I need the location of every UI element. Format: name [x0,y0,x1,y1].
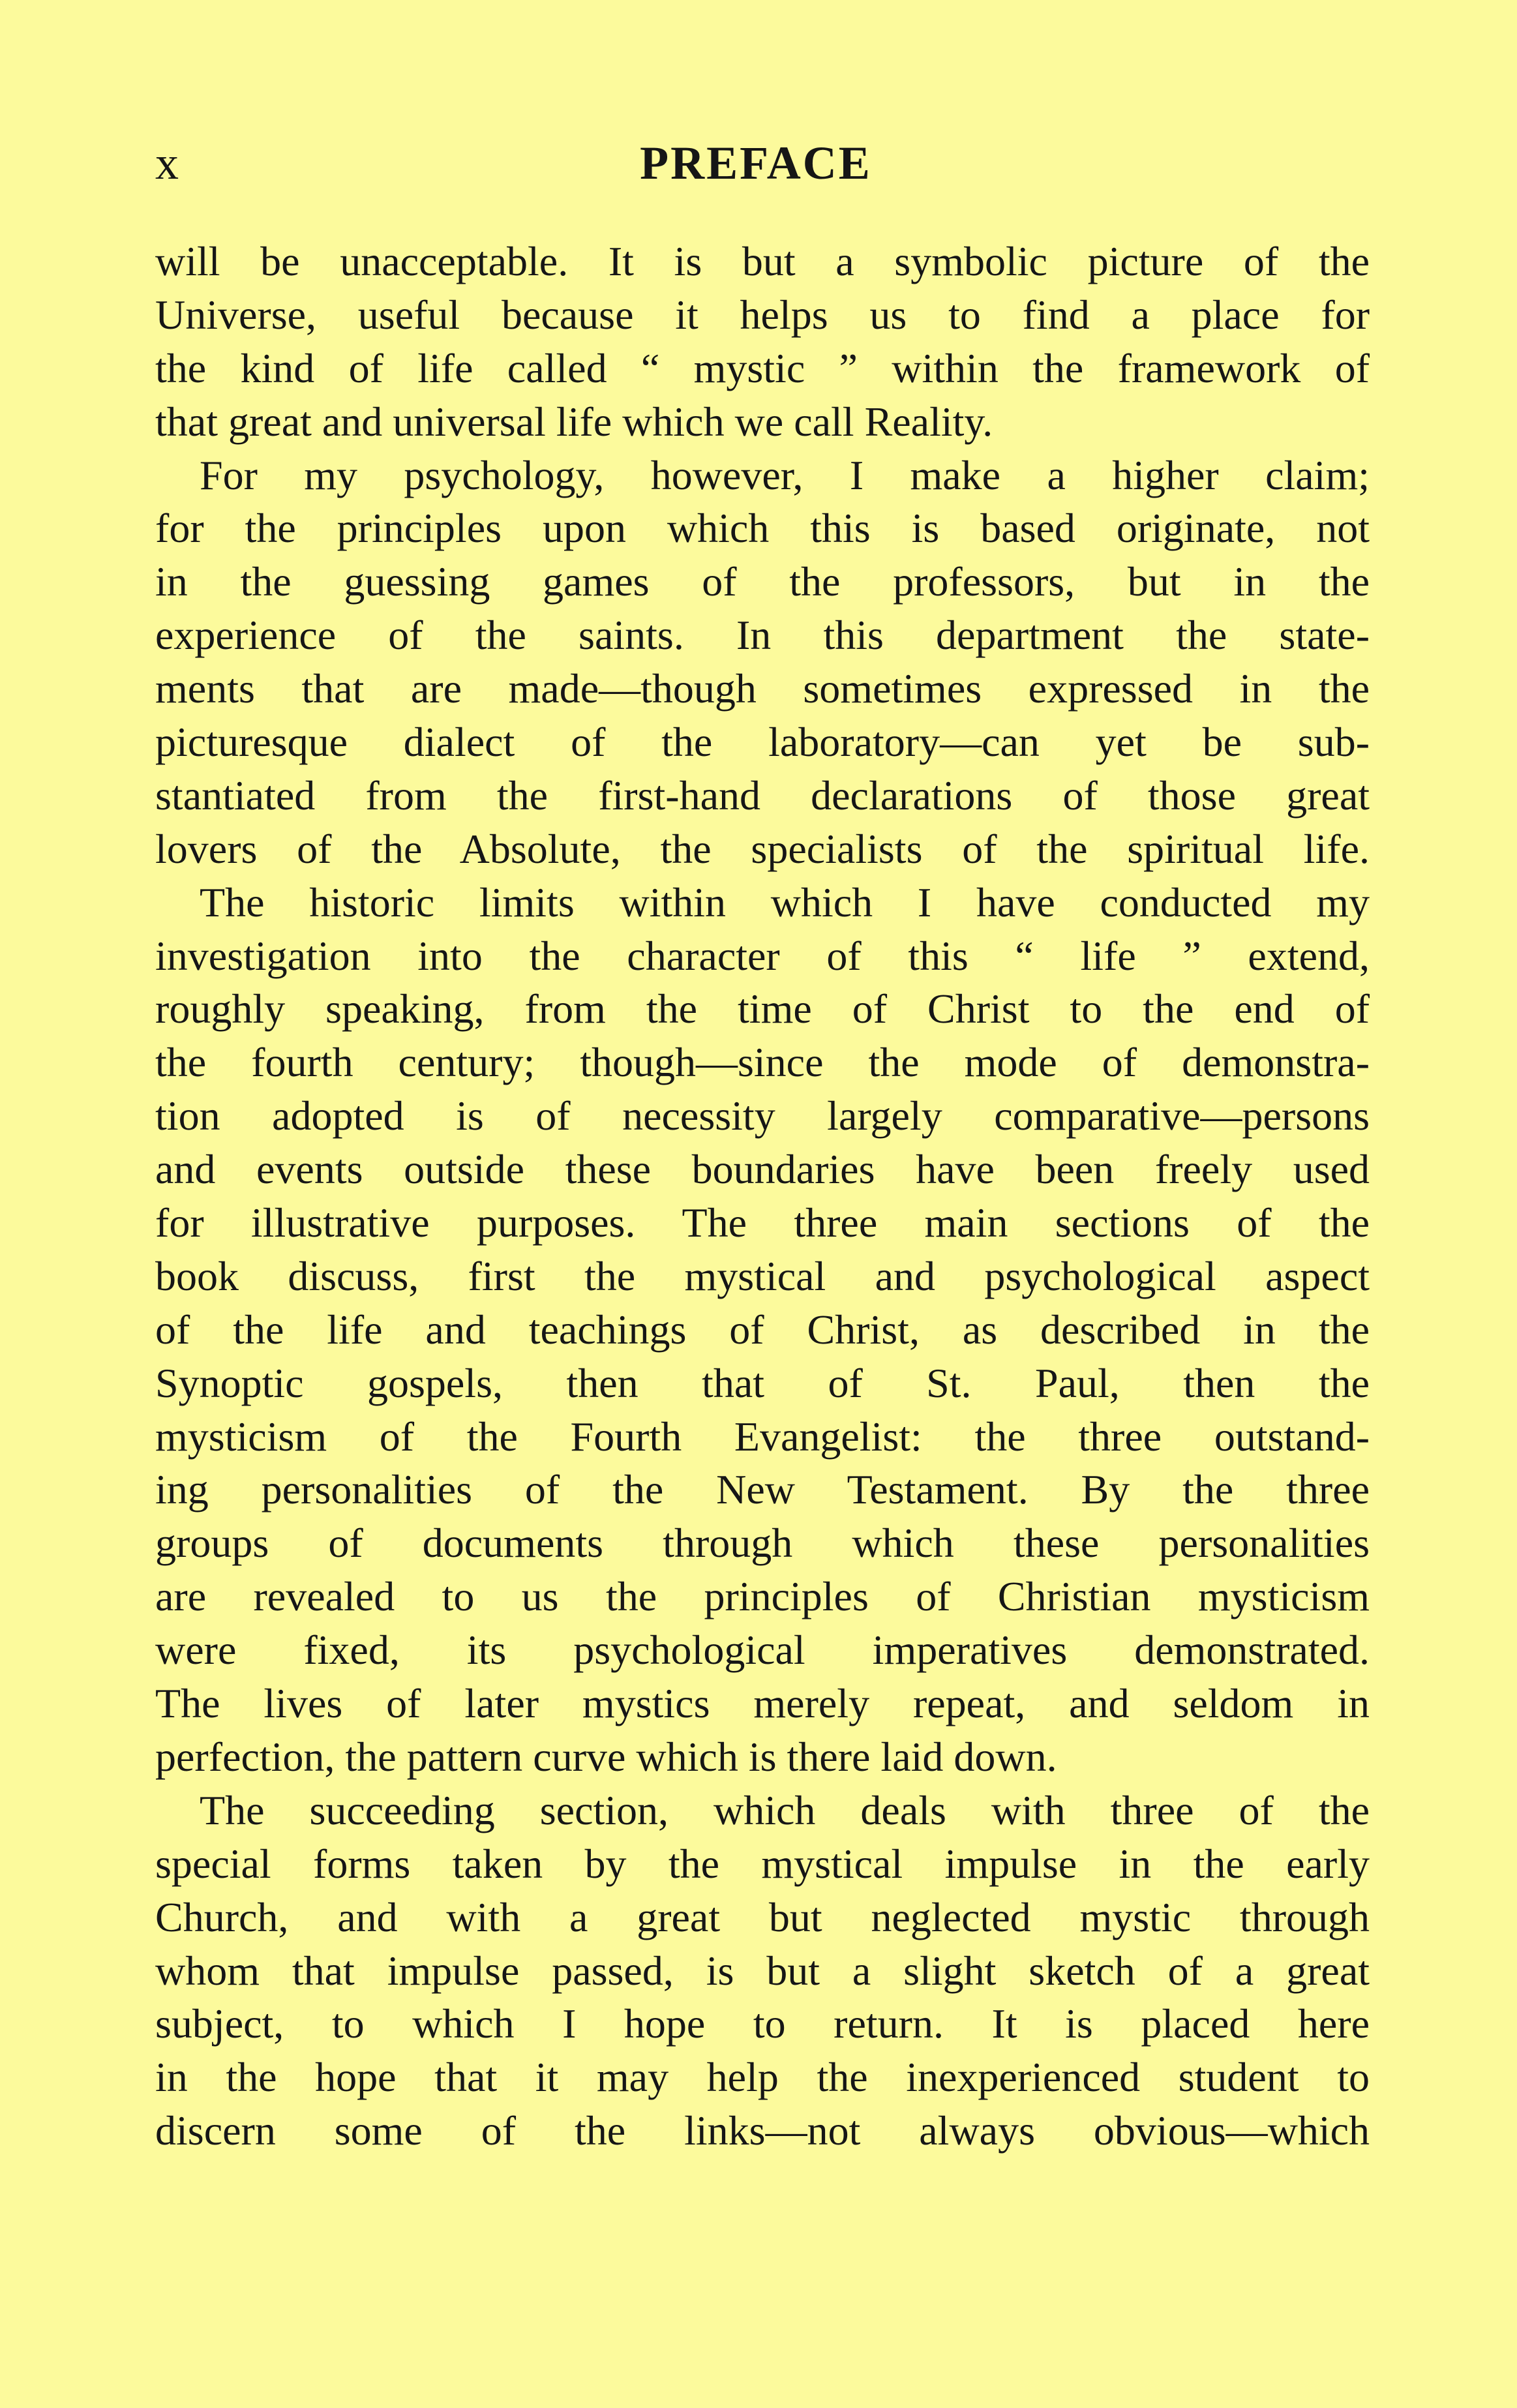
text-line: experience of the saints. In this department the state- [155,612,1370,659]
text-line: the kind of life called “ mystic ” within the framework of [155,344,1370,391]
text-line: ing personalities of the New Testament. By the three [155,1466,1370,1513]
text-line: investigation into the character of this “ life ” extend, [155,932,1370,979]
text-line: special forms taken by the mystical impulse in the early [155,1840,1370,1887]
text-line: Church, and with a great but neglected mystic through [155,1893,1370,1940]
text-line: the fourth century; though—since the mode of demonstra- [155,1039,1370,1086]
text-line: were fixed, its psychological imperatives demonstrated. [155,1627,1370,1674]
text-line: ments that are made—though sometimes expressed in the [155,665,1370,712]
text-line: are revealed to us the principles of Christian mysticism [155,1573,1370,1620]
page-header [155,134,1357,192]
text-line: for the principles upon which this is based originate, not [155,505,1370,552]
text-line: will be unacceptable. It is but a symbolic picture of the [155,238,1370,284]
text-line: subject, to which I hope to return. It is placed here [155,2000,1370,2047]
text-line: book discuss, first the mystical and psychological aspect [155,1252,1370,1299]
text-line: The lives of later mystics merely repeat, and seldom in [155,1680,1370,1727]
text-line: picturesque dialect of the laboratory—can yet be sub- [155,719,1370,766]
paragraph-start-line: For my psychology, however, I make a higher claim; [200,451,1370,498]
text-line: of the life and teachings of Christ, as described in the [155,1306,1370,1353]
text-line: whom that impulse passed, is but a slight sketch of a great [155,1947,1370,1994]
text-line: lovers of the Absolute, the specialists of the spiritual life. [155,825,1370,872]
running-title: PREFACE [640,137,872,189]
text-line: in the guessing games of the professors, but in the [155,558,1370,605]
text-line: that great and universal life which we call Reality. [155,398,993,445]
text-line: for illustrative purposes. The three main sections of the [155,1199,1370,1246]
text-line: roughly speaking, from the time of Christ to the end of [155,986,1370,1032]
text-line: tion adopted is of necessity largely comparative—persons [155,1092,1370,1139]
text-line: Synoptic gospels, then that of St. Paul, then the [155,1359,1370,1406]
text-line: perfection, the pattern curve which is there laid down. [155,1733,1057,1780]
body-text [155,235,1370,2158]
text-line: Universe, useful because it helps us to find a place for [155,291,1370,338]
text-line: mysticism of the Fourth Evangelist: the three outstand- [155,1413,1370,1460]
paragraph-start-line: The succeeding section, which deals with three of the [200,1786,1370,1833]
text-line: and events outside these boundaries have been freely used [155,1146,1370,1193]
text-line: in the hope that it may help the inexperienced student to [155,2054,1370,2101]
page-number: x [155,137,180,189]
paragraph-start-line: The historic limits within which I have conducted my [200,879,1370,926]
text-line: discern some of the links—not always obvious—which [155,2107,1370,2154]
text-line: groups of documents through which these personalities [155,1520,1370,1567]
text-line: stantiated from the first-hand declarations of those great [155,772,1370,819]
